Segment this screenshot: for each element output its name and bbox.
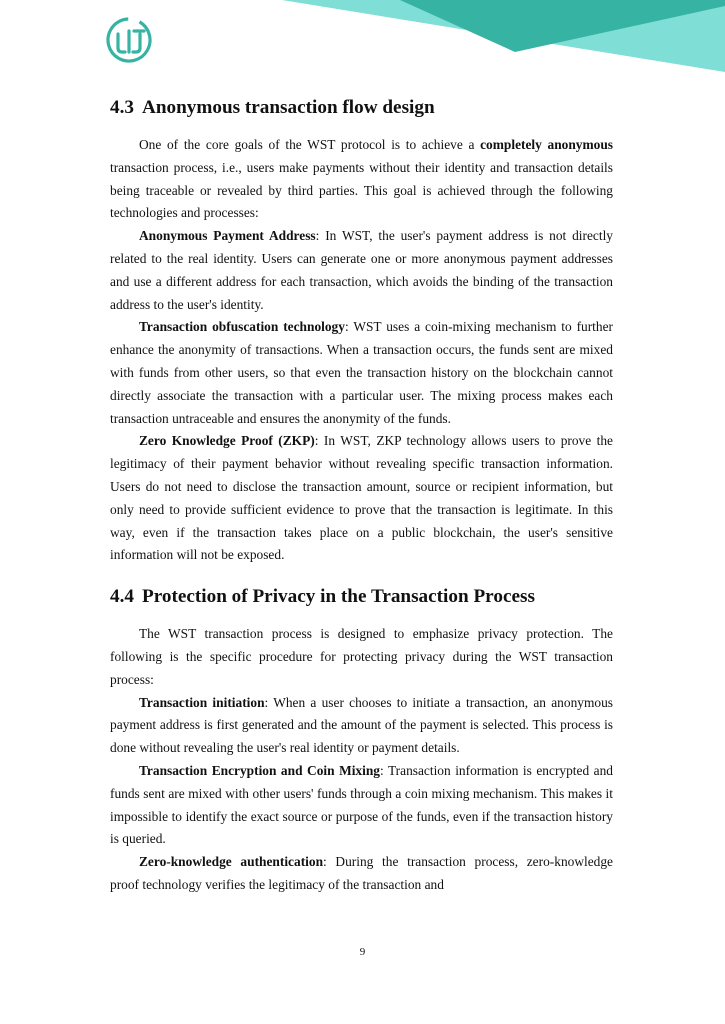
paragraph-bold-term: Zero Knowledge Proof (ZKP) bbox=[139, 433, 315, 449]
paragraph bbox=[110, 225, 613, 316]
paragraph-bold-term: Zero-knowledge authentication bbox=[139, 854, 324, 870]
section-number: 4.4 bbox=[110, 586, 134, 608]
paragraph-text: : Transaction information is encrypted and funds sent are mixed with other users' funds through a coin mixing mechanism. This makes it impossible to identify the exact source or purpose of the funds, even if the transaction history is queried. bbox=[110, 762, 613, 847]
paragraph bbox=[110, 134, 613, 225]
paragraph-bold-term: Transaction initiation bbox=[139, 694, 265, 710]
paragraph-text: The WST transaction process is designed to emphasize privacy protection. The following is the specific procedure for protecting privacy during the WST transaction process: bbox=[110, 626, 613, 687]
section-heading bbox=[110, 96, 613, 120]
paragraph bbox=[110, 760, 613, 851]
paragraph bbox=[110, 430, 613, 567]
paragraph-text: : WST uses a coin-mixing mechanism to further enhance the anonymity of transactions. When a transaction occurs, the funds sent are mixed with funds from other users, so that even the transaction history on the blockchain cannot directly associate the transaction with a particular user. The mixing process makes each transaction untraceable and ensures the anonymity of the funds. bbox=[110, 319, 613, 426]
section-4-4 bbox=[110, 585, 613, 897]
paragraph-bold-term: Transaction Encryption and Coin Mixing bbox=[139, 762, 380, 778]
paragraph bbox=[110, 623, 613, 691]
section-title: Protection of Privacy in the Transaction Process bbox=[141, 586, 535, 608]
section-body bbox=[110, 134, 613, 567]
section-body bbox=[110, 623, 613, 897]
paragraph bbox=[110, 316, 613, 430]
paragraph-text: transaction process, i.e., users make payments without their identity and transaction details being traceable or revealed by third parties. This goal is achieved through the following technologies and processes: bbox=[110, 159, 613, 221]
paragraph-text: : In WST, ZKP technology allows users to prove the legitimacy of their payment behavior without revealing specific transaction information. Users do not need to disclose the transaction amount, source or recipient information, but only need to provide sufficient evidence to prove that the transaction is legitimate. In this way, even if the transaction takes place on a public blockchain, the user's sensitive information will not be exposed. bbox=[110, 433, 613, 563]
paragraph-bold-term: Anonymous Payment Address bbox=[139, 228, 316, 244]
section-number: 4.3 bbox=[110, 97, 134, 118]
section-4-3 bbox=[110, 96, 613, 567]
paragraph bbox=[110, 851, 613, 897]
paragraph-text: : During the transaction process, zero-knowledge proof technology verifies the legitimacy of the transaction and bbox=[110, 854, 613, 892]
paragraph-text: : When a user chooses to initiate a transaction, an anonymous payment address is first generated and the amount of the payment is selected. This process is done without revealing the user's real identity or payment details. bbox=[110, 694, 613, 756]
paragraph-text: : In WST, the user's payment address is not directly related to the real identity. Users can generate one or more anonymous payment addresses and use a different address for each transaction, which avoids the binding of the transaction address to the user's identity. bbox=[110, 228, 613, 312]
paragraph-lead: One of the core goals of the WST protocol is to achieve a bbox=[139, 137, 481, 152]
section-title: Anonymous transaction flow design bbox=[141, 97, 435, 118]
page-content bbox=[110, 92, 613, 897]
logo-icon bbox=[106, 17, 152, 63]
paragraph bbox=[110, 692, 613, 760]
page-number: 9 bbox=[359, 946, 366, 958]
paragraph-bold-term: Transaction obfuscation technology bbox=[139, 319, 345, 335]
paragraph-bold-term: completely anonymous bbox=[480, 137, 614, 152]
section-heading bbox=[110, 585, 613, 609]
